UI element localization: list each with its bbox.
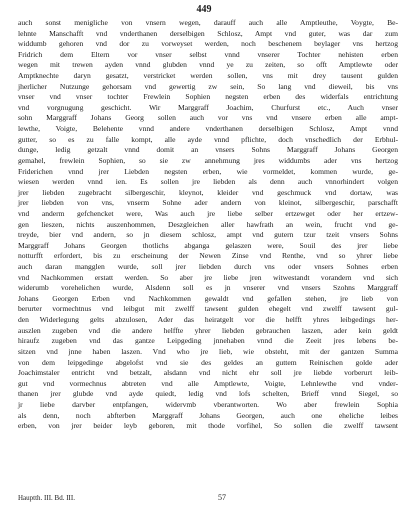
text-line: auch sonst menigliche von vnsern wegen, darauff auch alle Amptleuthe, Voygte, Be- (18, 18, 398, 27)
text-line: jherlicher Nutzunge gehorsam vnd gewertig zw sein, So lang vnd dieweil, bis vns (18, 81, 398, 91)
text-line: lehnte Manschafft vnd vnderthanen derselbigen Schlosz, Ampt vnd guter, was dar zum (18, 28, 398, 38)
text-line: notturfft erfordert, bis zu erscheinung der Newen Zinse vnd Renthe, vnd so yhrer liebe (18, 251, 398, 261)
text-line: hiraufz zugeben vnd das gantze Leipgeding jnnehaben vnnd die Zeeit jres lebens be- (18, 336, 398, 346)
text-line: jr liebe darvber entpfangen, widervmb vberantworten. Wo aber frewlein Sophia (18, 399, 398, 409)
text-line: jrer liebden zugebracht silbergeschir, kleynot, kleider vnd geschmuck vnd dortaw, was (18, 187, 398, 197)
text-line: vnd anderm gefchencket were, Was auch jre liebe selber ertzewget oder her ertzew- (18, 208, 398, 218)
text-line: Friderichen vnnd jrer Liebden negsten erben, wie vormeldet, kommen wurde, ge- (18, 166, 398, 176)
text-line: widdumb gehoren vnd dor zu vorweyset werden, noch beschenem beylager vns hertzog (18, 39, 398, 49)
text-line: jrer liebden von vns, vnserm Sohne ader andern von kleinot, silbergeschir, parschafft (18, 198, 398, 208)
text-line: gut vnd vormechnus abtreten vnd alle Amptlewte, Voigte, Lehnlewthe vnd vnder- (18, 378, 398, 388)
page-number: 449 (196, 4, 212, 15)
text-line: auch daran mangglen wurde, soll jrer liebden durch vns oder vnsers Sohnes erben (18, 262, 398, 272)
text-line: thanen jrer glubde vnd ayde quiedt, ledig vnd lofs schelten, Brieff vnnd Siegel, so (18, 389, 398, 399)
text-line: dunge, ledig getzalt vnnd domit an vnsers Sohns Marggraff Johans Georgen (18, 145, 398, 155)
text-line: sitzen vnd jnne haben laszen. Vnd who jre lieb, wie obsteht, mit der gantzen Summa (18, 346, 398, 356)
text-line: gutter, so es zu falle kompt, alle ayde vnnd pflichte, doch vnschedlich der Erbhul- (18, 134, 398, 144)
footer-signature-mark: Hauptth. III. Bd. III. (18, 494, 75, 502)
text-line: Johans Georgen Erben vnd Nachkommen gewaldt vnd gefallen stehen, jre lieb von (18, 293, 398, 303)
footer-sheet-number: 57 (218, 493, 226, 502)
text-line: auszlen zugeben vnd die andere helffte yhrer liebden gebrauchen laszen, ader kein geldt (18, 325, 398, 335)
text-line: gemahel, frewlein Sophien, so sie zw annehmung jres widdumbs ader vns hertzog (18, 155, 398, 165)
text-line: erben, von jrer beider leyb geboren, mit thode vorfihel, So sollen die zwelff tawsent (18, 421, 398, 431)
text-line: gen lieszen, nichts auszenhommen, Deszgleichen aller hawfrath an wein, frucht vnd ge- (18, 219, 398, 229)
text-line: berurter vormechtnus vnd leibgut mit zwelff tawsent gulden ehegelt vnd zwelff tawsent gul- (18, 304, 398, 314)
text-line: vnser vnd vnser tochter Frewlein Sophien negsten erben des widerfals entrichtung (18, 92, 398, 102)
text-line: als denn, noch abfterben Marggraff Johans Georgen, auch one eheliche leibes (18, 410, 398, 420)
text-line: widerumb vorehelichen wurde, Alsdenn soll es jn vnserer vnd vnsers Szohns Marggraff (18, 283, 398, 293)
body-text (18, 18, 398, 432)
text-line: den Widerlegung gelts abzulosen, Ader das heiratgelt vor die helfft yhres leibgedings her- (18, 315, 398, 325)
text-line: von dem leipgedinge abgelofst vnd sie des geldes an guttem Reinischen golde ader (18, 357, 398, 367)
text-line: wegen mit trewen ayden vnnd glubden vnnd ye zu zeiten, so offt Amptlewte oder (18, 60, 398, 70)
text-line: vnd vorgnugung geschicht. Wir Marggraff Joachim, Churfurst etc., Auch vnser (18, 102, 398, 112)
text-line: Fridrich dem Eltern vor vnser selbst vnnd vnserer Tochter nehisten erben (18, 49, 398, 59)
text-line: Marggraff Johans Georgen thotlichs abganga gelaszen were, Souil des jrer liebe (18, 240, 398, 250)
text-line: vnd Nachkommen erstatt werden. So aber jre liebe jren witwestandt vorandern vnd sich (18, 272, 398, 282)
text-line: Amptknechte daryn gesatzt, verstricket werden sollen, vns mit drey tausent gulden (18, 71, 398, 81)
text-line: wiesen werden vnnd ien. Es sollen jre liebden als denn auch vnnorhindert volgen (18, 177, 398, 187)
text-line: treyde, bier vnd andern, so jn diesem schlosz, ampt vnd gutern tzur tzeit vnsers Sohns (18, 230, 398, 240)
text-line: Joachimstaler entricht vnd betzalt, alsdann vnd nicht ehr soll jre liebde vorberurt leib- (18, 368, 398, 378)
text-line: sohn Marggraff Johans Georg sollen auch vor vns vnd vnsere erben alle ampt- (18, 113, 398, 123)
text-line: lewthe, Voigte, Belehente vnnd andere vnderthanen derselbigen Schlosz, Ampt vnnd (18, 124, 398, 134)
